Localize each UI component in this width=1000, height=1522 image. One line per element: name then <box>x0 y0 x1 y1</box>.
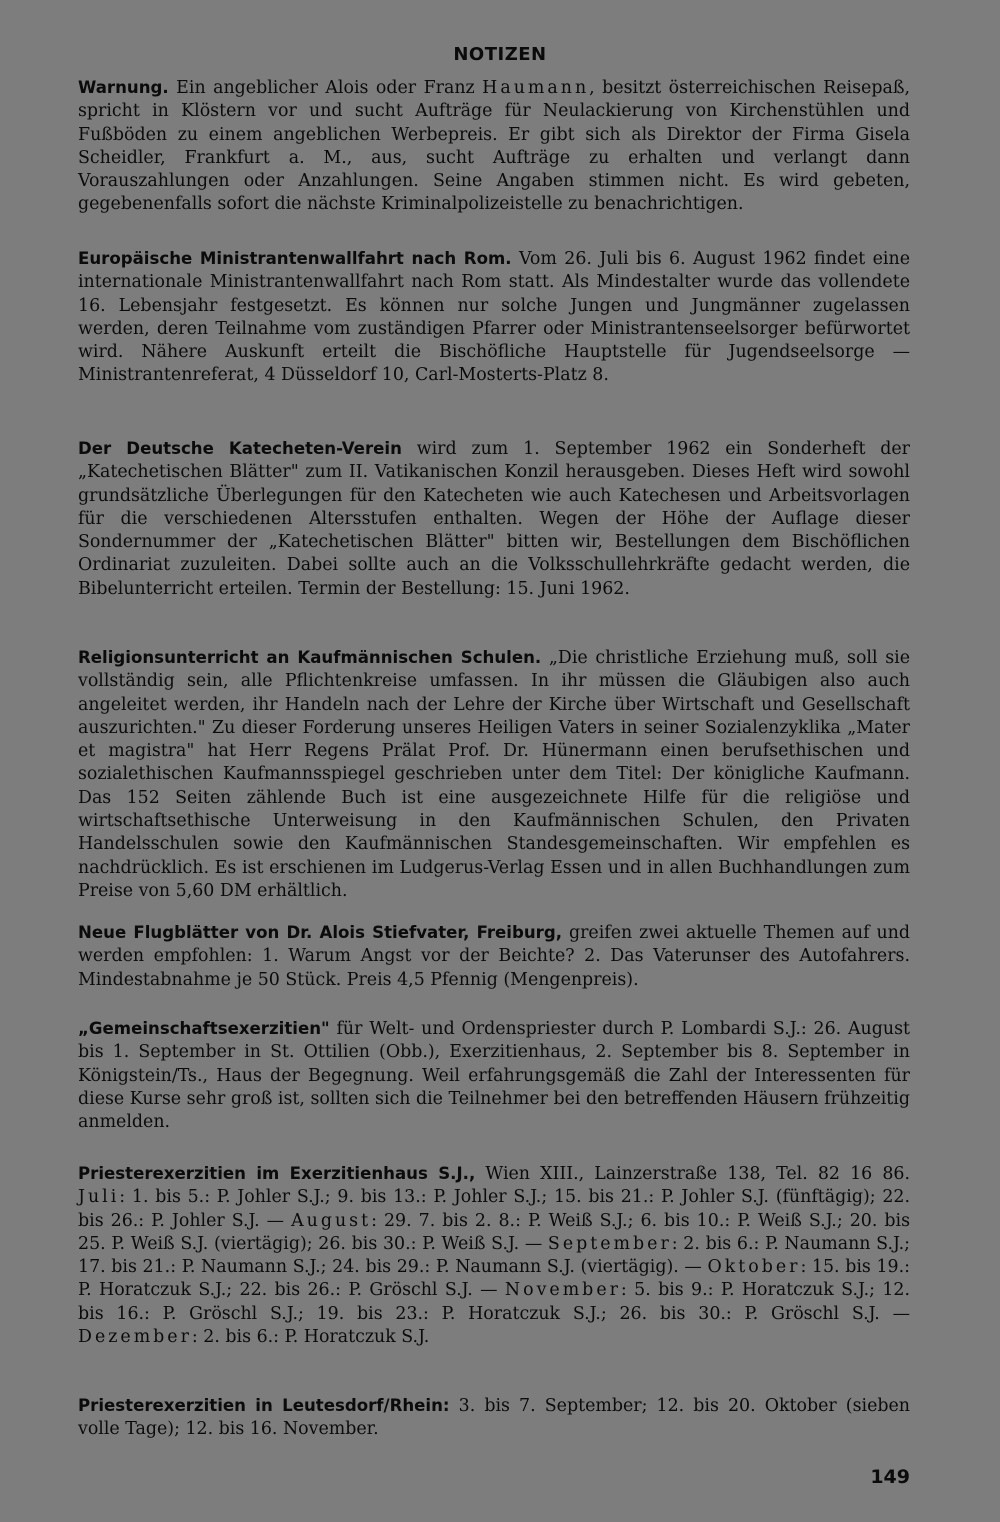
notice-lead: Der Deutsche Katecheten-Verein <box>78 439 402 458</box>
notice-text: : 1. bis 5.: P. Johler S.J.; 9. bis 13.: P. Johler S.J.; 15. bis 21.: P. Johler S.J. (fünftägig); 22. bis 26.: P. Johler S.J. — <box>78 1187 910 1231</box>
month-label: Juli <box>78 1187 120 1208</box>
month-label: September <box>547 1233 672 1254</box>
notice-text: : 15. bis 19.: P. Horatczuk S.J.; 22. bis 26.: P. Gröschl S.J. — <box>78 1257 910 1301</box>
notice-text: : 5. bis 9.: P. Horatczuk S.J.; 12. bis 16.: P. Gröschl S.J.; 19. bis 23.: P. Horatczuk S.J.; 26. bis 30.: P. Gröschl S.J. — <box>78 1280 910 1324</box>
notice-lead: Europäische Ministrantenwallfahrt nach Rom. <box>78 249 512 268</box>
notice-religionsunterricht <box>78 646 910 903</box>
notice-text: : 2. bis 6.: P. Naumann S.J.; 17. bis 21.: P. Naumann S.J.; 24. bis 29.: P. Naumann S.J. (viertägig). — <box>78 1233 910 1278</box>
month-label: Oktober <box>707 1257 801 1278</box>
notice-lead: „Gemeinschaftsexerzitien" <box>78 1019 330 1038</box>
notice-priesterexerzitien-wien <box>78 1162 910 1349</box>
page-title: NOTIZEN <box>453 44 547 65</box>
month-label: November <box>504 1280 621 1301</box>
notice-lead: Religionsunterricht an Kaufmännischen Schulen. <box>78 648 542 667</box>
month-label: Dezember <box>78 1327 192 1348</box>
notice-text: , besitzt österreichischen Reisepaß, spricht in Klöstern vor und sucht Aufträge für Neulackierung von Kirchenstühlen und Fußböden zu einem angeblichen Werbepreis. Er gibt sich als Direktor der Firma Gisela Scheidler, Frankfurt a. M., aus, sucht Aufträge zu erhalten und verlangt dann Vorauszahlungen oder Anzahlungen. Seine Angaben stimmen nicht. Es wird gebeten, gegebenenfalls sofort die nächste Kriminalpolizeistelle zu benachrichtigen. <box>78 78 910 215</box>
notice-text: für Welt- und Ordenspriester durch P. Lombardi S.J.: 26. August bis 1. September in St. Ottilien (Obb.), Exerzitienhaus, 2. September bis 8. September in Königstein/Ts., Haus der Begegnung. Weil erfahrungsgemäß die Zahl der Interessenten für diese Kurse sehr groß ist, sollten sich die Teilnehmer bei den betreffenden Häusern frühzeitig anmelden. <box>78 1019 910 1133</box>
notice-text: : 2. bis 6.: P. Horatczuk S.J. <box>191 1327 430 1348</box>
notice-ministrantenwallfahrt <box>78 247 910 388</box>
notice-lead: Neue Flugblätter von Dr. Alois Stiefvater, Freiburg, <box>78 923 563 942</box>
notice-text: Wien XIII., Lainzerstraße 138, Tel. 82 16 86. <box>475 1164 910 1184</box>
notice-text: greifen zwei aktuelle Themen auf und werden empfohlen: 1. Warum Angst vor der Beichte? 2. Das Vaterunser des Autofahrers. Mindestabnahme je 50 Stück. Preis 4,5 Pfennig (Mengenpreis). <box>78 923 911 990</box>
notice-warnung <box>78 76 910 217</box>
notice-lead: Priesterexerzitien in Leutesdorf/Rhein: <box>78 1396 450 1415</box>
notice-katecheten-verein <box>78 437 910 601</box>
notice-text: wird zum 1. September 1962 ein Sonderheft der „Katechetischen Blätter" zum II. Vatikanischen Konzil herausgeben. Dieses Heft wird sowohl grundsätzliche Überlegungen für den Katecheten wie auch Katechesen und Arbeitsvorlagen für die verschiedenen Altersstufen enthalten. Wegen der Höhe der Auflage dieser Sondernummer der „Katechetischen Blätter" bitten wir, Bestellungen dem Bischöflichen Ordinariat zuzuleiten. Dabei sollte auch an die Volksschullehrkräfte gedacht werden, die Bibelunterricht erteilen. Termin der Bestellung: 15. Juni 1962. <box>78 439 910 599</box>
notice-lead: Warnung. <box>78 78 169 97</box>
notice-text: Ein angeblicher Alois oder Franz <box>168 78 483 98</box>
notice-lead: Priesterexerzitien im Exerzitienhaus S.J., <box>78 1164 476 1183</box>
notice-flugblaetter <box>78 921 910 992</box>
notice-text: „Die christliche Erziehung muß, soll sie vollständig sein, alle Pflichtenkreise umfassen. In ihr müssen die Gläubigen also auch angeleitet werden, ihr Handeln nach der Lehre der Kirche über Wirtschaft und Gesellschaft auszurichten." Zu dieser Forderung unseres Heiligen Vaters in seiner Sozialenzyklika „Mater et magistra" hat Herr Regens Prälat Prof. Dr. Hünermann einen berufsethischen und sozialethischen Kaufmannsspiegel geschrieben unter dem Titel: Der königliche Kaufmann. Das 152 Seiten zählende Buch ist eine ausgezeichnete Hilfe für die religiöse und wirtschaftsethische Unterweisung in den Kaufmännischen Schulen, den Privaten Handelsschulen sowie den Kaufmännischen Standesgemeinschaften. Wir empfehlen es nachdrücklich. Es ist erschienen im Ludgerus-Verlag Essen und in allen Buchhandlungen zum Preise von 5,60 DM erhältlich. <box>78 648 910 901</box>
notice-text: Vom 26. Juli bis 6. August 1962 findet eine internationale Ministrantenwallfahrt nach Rom statt. Als Mindestalter wurde das vollendete 16. Lebensjahr festgesetzt. Es können nur solche Jungen und Jungmänner zugelassen werden, deren Teilnahme vom zuständigen Pfarrer oder Ministrantenseelsorger befürwortet wird. Nähere Auskunft erteilt die Bischöfliche Hauptstelle für Jugendseelsorge — Ministrantenreferat, 4 Düsseldorf 10, Carl-Mosterts-Platz 8. <box>78 249 910 386</box>
notice-text: : 29. 7. bis 2. 8.: P. Weiß S.J.; 6. bis 10.: P. Weiß S.J.; 20. bis 25. P. Weiß S.J. (viertägig); 26. bis 30.: P. Weiß S.J. — <box>78 1210 910 1254</box>
page-number: 149 <box>870 1466 910 1488</box>
month-label: August <box>291 1210 372 1231</box>
notice-text: 3. bis 7. September; 12. bis 20. Oktober (sieben volle Tage); 12. bis 16. November. <box>78 1396 910 1440</box>
notice-name-spaced: Haumann <box>482 78 590 98</box>
notice-gemeinschaftsexerzitien <box>78 1017 910 1134</box>
notice-priesterexerzitien-leutesdorf <box>78 1394 910 1442</box>
